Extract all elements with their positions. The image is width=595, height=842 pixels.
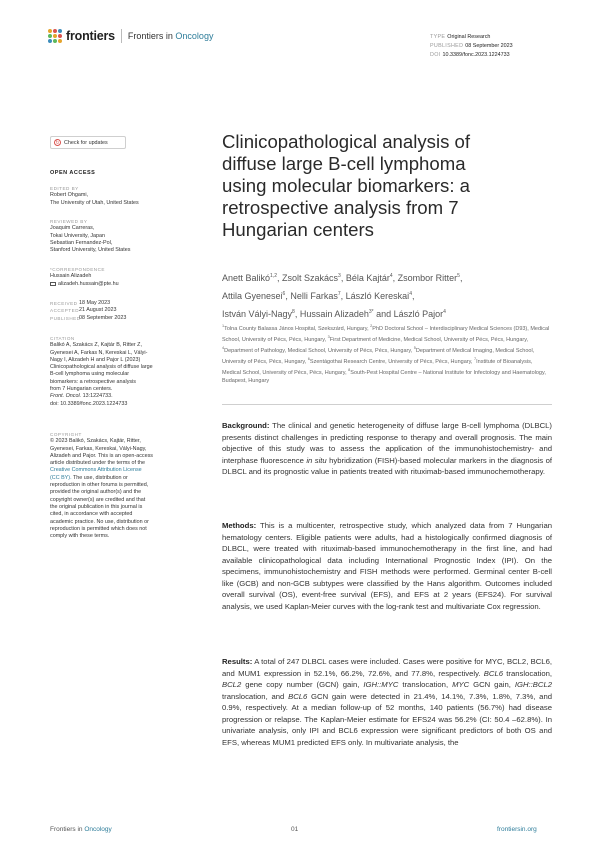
results-segment: GCN gain were detected in 21.4%, 14.1%, 7.3%, 1.8%, 7.3%, and 0.9%, respectively. At a median follow-up of 52 months, 140 patients (56.7%) had disease progression or relapse. The Kaplan-Meier estimate for EFS24 was 56.2% (CI: 50.4 –62.8%). In univariate analysis, only IPI and BCL6 expression were significant predictors of both OS and EFS, whereas MUM1 predicted EFS only. In multivariate analysis, the xyxy=(222,691,552,747)
reviewer-name: Joaquim Carreras, xyxy=(50,225,95,232)
abstract-methods: Methods: This is a multicenter, retrospective study, which analyzed data from 7 Hungarian hematology centers. Eligible patients were adults, had a histologically confirmed diagnosis of DLBCL, were treated with rituximab-based immunochemotherapy in the first line, and had available clinicopathological data including International Prognostic Index (IPI). On the specimens, immunohistochemistry and FISH methods were performed. Germinal center B-cell like (GCB) and non-GCB subtypes were classified by the Hans algorithm. Outcomes included overall survival (OS), event-free survival (EFS), and EFS at 2 years (EFS24). For survival analysis, we used Kaplan-Meier curves with the log-rank test and multivariate Cox regression. xyxy=(222,521,552,611)
results-segment: GCN gain, xyxy=(469,680,515,689)
title-line: Clinicopathological analysis of xyxy=(222,131,471,152)
footer-site-link[interactable]: frontiersin.org xyxy=(497,826,537,833)
author[interactable]: Nelli Farkas$^7$ xyxy=(290,291,341,301)
page-number: 01 xyxy=(291,826,299,833)
copyright-line: reproduction in other forums is permitted, xyxy=(50,482,149,489)
author-list: Anett Balikó$^{1,2}$, Zsolt Szakács$^3$, Béla Kajtár$^4$, Zsombor Ritter$^5$, Attila Gyenesei$^6$, Nelli Farkas$^7$, László Kereskai$^4$, István Vályi-Nagy$^8$, Hussain Alizadeh$^{3*}$ and László Pajor$^4$ xyxy=(222,273,463,319)
accepted-label: ACCEPTED xyxy=(50,308,80,314)
copyright-line: article distributed under the terms of the xyxy=(50,460,145,467)
author[interactable]: Zsolt Szakács$^3$ xyxy=(282,273,341,283)
reviewed-by-label: REVIEWED BY xyxy=(50,219,88,224)
editor-affiliation: The University of Utah, United States xyxy=(50,199,139,206)
gene-name: BCL6 xyxy=(288,691,308,701)
journal-prefix: Frontiers in xyxy=(127,31,176,41)
gene-name: IGH::BCL2 xyxy=(514,680,552,689)
copyright-label: COPYRIGHT xyxy=(50,432,82,437)
results-segment: translocation, xyxy=(398,680,453,689)
gene-name: MYC xyxy=(452,680,470,689)
affiliation: Tolna County Balassa János Hospital, Szekszárd, Hungary, xyxy=(224,325,371,332)
citation-line: Balikó A, Szakács Z, Kajtár B, Ritter Z, xyxy=(50,342,142,349)
reviewer-name: Sebastian Fernandez-Pol, xyxy=(50,239,113,246)
check-updates-label: Check for updates xyxy=(64,139,108,146)
copyright-line: © 2023 Balikó, Szakács, Kajtár, Ritter, xyxy=(50,438,141,445)
doi-link[interactable]: 10.3389/fonc.2023.1224733 xyxy=(442,52,510,58)
author[interactable]: Anett Balikó$^{1,2}$ xyxy=(222,273,277,283)
affiliation: Institute of Bioanalysis, Medical School, University of Pécs, Pécs, Hungary, xyxy=(222,358,533,376)
results-segment: A total of 247 DLBCL cases were included. Cases were positive for MYC, BCL2, BCL6, and MUM1 expression in 52.1%, 66.2%, 72.6%, and 77.8%, respectively. xyxy=(222,657,552,678)
citation-line: Nagy I, Alizadeh H and Pajor L (2023) xyxy=(50,356,141,363)
accepted-date: 21 August 2023 xyxy=(79,307,117,314)
gene-name: BCL6 xyxy=(483,668,504,678)
citation-line: biomarkers: a retrospective analysis xyxy=(50,378,136,385)
results-text xyxy=(222,657,552,747)
affiliation: South-Pest Hospital Centre – National Institute for Infectology and Haematology, Budapest, Hungary xyxy=(222,369,546,384)
email-icon xyxy=(50,282,56,286)
copyright-line: Gyenesei, Farkas, Kereskai, Vályi-Nagy, xyxy=(50,445,147,452)
results-segment: translocation, and xyxy=(222,691,289,701)
logo-divider xyxy=(121,29,122,43)
published-label: PUBLISHED xyxy=(50,315,81,321)
affiliation: Department of Pathology, Medical School, University of Pécs, Pécs, Hungary, xyxy=(224,347,414,354)
copyright-line: copyright owner(s) are credited and that xyxy=(50,496,146,503)
published-label: PUBLISHED xyxy=(430,43,464,49)
edited-by-section xyxy=(50,185,178,207)
citation-label: CITATION xyxy=(50,336,75,341)
copyright-line: the original publication in this journal is xyxy=(50,503,143,510)
published-value: 08 September 2023 xyxy=(465,43,513,49)
author[interactable]: István Vályi-Nagy$^8$ xyxy=(222,309,295,319)
author[interactable]: Attila Gyenesei$^6$ xyxy=(222,291,286,301)
author[interactable]: László Pajor$^4$ xyxy=(393,309,446,319)
abstract-results xyxy=(222,656,552,748)
citation-line: B-cell lymphoma using molecular xyxy=(50,371,130,378)
open-access-label: OPEN ACCESS xyxy=(50,170,96,176)
corresponding-author: Hussain Alizadeh xyxy=(50,273,92,280)
copyright-line: cited, in accordance with accepted xyxy=(50,511,133,518)
dates-section xyxy=(50,300,178,322)
title-line: using molecular biomarkers: a xyxy=(222,175,471,196)
correspondence-label: *CORRESPONDENCE xyxy=(50,267,105,272)
copyright-line: Alizadeh and Pajor. This is an open-access xyxy=(50,452,153,459)
check-for-updates-button[interactable] xyxy=(50,136,126,149)
cc-by-link[interactable]: (CC BY). xyxy=(50,474,72,481)
copyright-line: provided the original author(s) and the xyxy=(50,489,142,496)
section-divider xyxy=(222,404,552,405)
citation-line: from 7 Hungarian centers. xyxy=(50,386,113,393)
article-meta xyxy=(430,33,513,60)
correspondence-section xyxy=(50,266,178,288)
results-heading: Results: xyxy=(222,657,253,666)
received-label: RECEIVED xyxy=(50,301,78,306)
journal-name xyxy=(128,31,214,41)
citation-volume: 13:1224733. xyxy=(81,393,113,400)
gene-name: IGH::MYC xyxy=(363,680,399,689)
copyright-line: comply with these terms. xyxy=(50,533,110,540)
journal-field: Oncology xyxy=(175,31,214,41)
affiliation: PhD Doctoral School – Interdisciplinary Medical Sciences (D93), Medical School, University of Pécs, Pécs, Hungary, xyxy=(222,325,550,343)
methods-heading: Methods: xyxy=(222,521,257,530)
results-segment: translocation, xyxy=(503,668,552,678)
brand-name: frontiers xyxy=(66,29,115,43)
journal-logo[interactable] xyxy=(48,29,213,43)
results-segment: gene copy number (GCN) gain, xyxy=(241,680,364,689)
citation-line: Clinicopathological analysis of diffuse large xyxy=(50,364,153,371)
refresh-icon: ↻ xyxy=(55,139,60,146)
author[interactable]: László Kereskai$^4$ xyxy=(345,291,412,301)
author[interactable]: Béla Kajtár$^4$ xyxy=(345,273,393,283)
author[interactable]: Zsombor Ritter$^5$ xyxy=(397,273,460,283)
citation-doi[interactable]: doi: 10.3389/fonc.2023.1224733 xyxy=(50,400,128,407)
title-line: Hungarian centers xyxy=(222,219,374,240)
citation-line: Gyenesei A, Farkas N, Kereskai L, Vályi- xyxy=(50,349,148,356)
footer-journal: Frontiers in Oncology xyxy=(50,826,112,833)
reviewer-affiliation: Stanford University, United States xyxy=(50,247,131,254)
article-title xyxy=(222,131,552,241)
received-date: 18 May 2023 xyxy=(79,300,111,306)
abstract-background: Background: The clinical and genetic heterogeneity of diffuse large B-cell lymphoma (DLBCL) presents distinct challenges in predicting response to therapy and overall prognosis. The main objective of this study was to assess the application of the immunohistochemistry- and interphase fluorescence in situ hybridization (FISH)-based molecular markers in the diagnosis of DLBCL and its prognostic value in patients treated with rituximab-based immunochemotherapy. xyxy=(222,421,552,476)
copyright-line: reproduction is permitted which does not xyxy=(50,525,147,532)
type-value: Original Research xyxy=(447,34,491,40)
cc-license-link[interactable]: Creative Commons Attribution License xyxy=(50,467,142,474)
citation-section xyxy=(50,335,178,408)
type-label: TYPE xyxy=(430,34,446,40)
affiliation: Szentágothai Research Centre, University of Pécs, Pécs, Hungary, xyxy=(309,358,474,365)
published-date: 08 September 2023 xyxy=(79,314,127,321)
affiliation: Department of Medical Imaging, Medical School, University of Pécs, Pécs, Hungary, xyxy=(222,347,535,365)
gene-name: BCL2 xyxy=(222,680,242,689)
affiliations: $^1$Tolna County Balassa János Hospital, Szekszárd, Hungary, $^2$PhD Doctoral School – Interdisciplinary Medical Sciences (D93), Medical School, University of Pécs, Pécs, Hungary, $^3$First Department of Medicine, Medical School, University of Pécs, Pécs, Hungary, $^4$Department of Pathology, Medical School, University of Pécs, Pécs, Hungary, $^5$Department of Medical Imaging, Medical School, University of Pécs, Pécs, Hungary, $^6$Szentágothai Research Centre, University of Pécs, Pécs, Hungary, $^7$Institute of Bioanalysis, Medical School, University of Pécs, Pécs, Hungary, $^8$South-Pest Hospital Centre – National Institute for Infectology and Haematology, Budapest, Hungary xyxy=(222,324,550,384)
affiliation: First Department of Medicine, Medical School, University of Pécs, Pécs, Hungary, xyxy=(329,336,529,343)
reviewed-by-section xyxy=(50,218,178,254)
copyright-section xyxy=(50,431,178,540)
title-line: diffuse large B-cell lymphoma xyxy=(222,153,466,174)
edited-by-label: EDITED BY xyxy=(50,186,79,191)
editor-name: Robert Ohgami, xyxy=(50,192,89,199)
reviewer-affiliation: Tokai University, Japan xyxy=(50,232,106,239)
background-heading: Background: xyxy=(222,421,270,430)
author[interactable]: Hussain Alizadeh$^{3*}$ xyxy=(299,309,374,319)
title-line: retrospective analysis from 7 xyxy=(222,197,459,218)
citation-journal: Front. Oncol. xyxy=(50,393,82,400)
copyright-line: The use, distribution or xyxy=(71,474,128,481)
doi-label: DOI xyxy=(430,52,441,58)
frontiers-logo-icon xyxy=(48,29,62,43)
correspondence-email-link[interactable]: alizadeh.hussain@pte.hu xyxy=(58,280,119,287)
copyright-line: academic practice. No use, distribution or xyxy=(50,518,149,525)
